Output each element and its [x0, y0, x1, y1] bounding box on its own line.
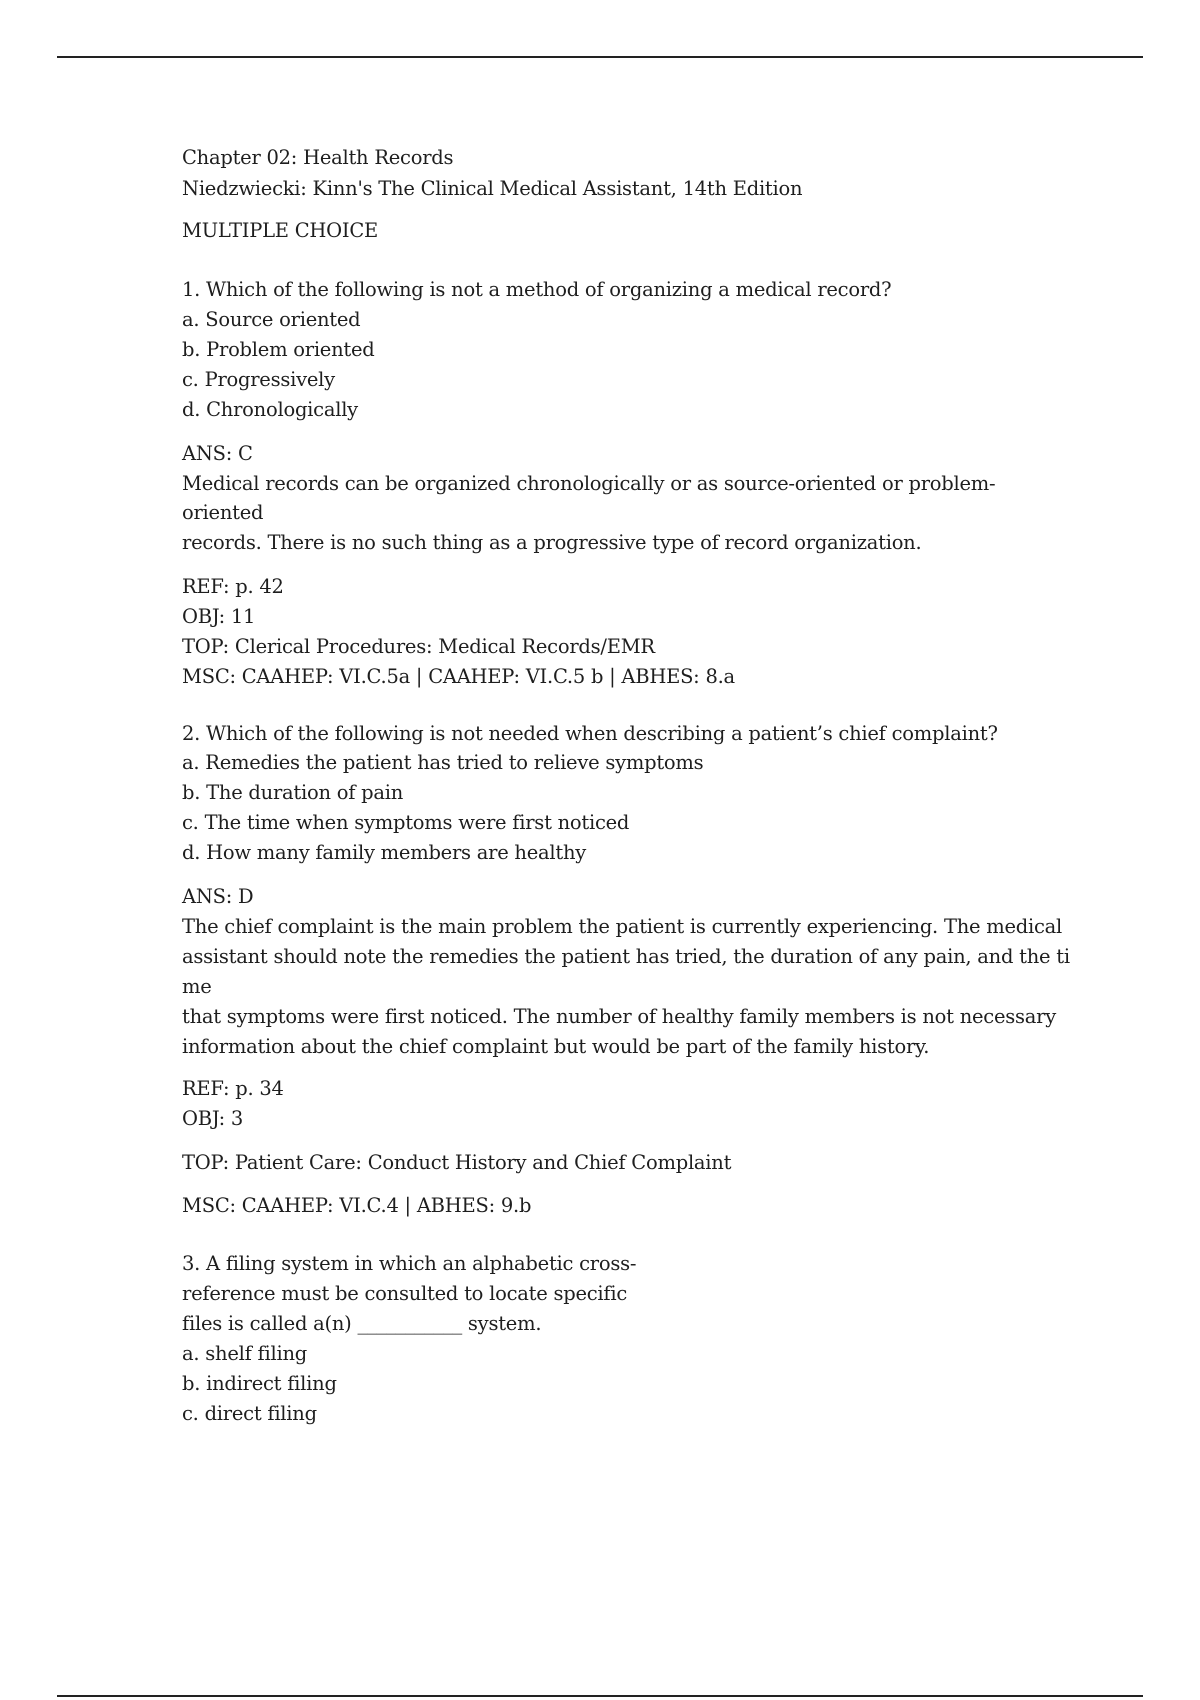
- question-1-rationale-line: records. There is no such thing as a progressive type of record organization.: [182, 531, 922, 554]
- question-2-rationale-line: information about the chief complaint but would be part of the family history.: [182, 1035, 930, 1058]
- question-2-rationale-line: that symptoms were first noticed. The number of healthy family members is not necessary: [182, 1005, 1056, 1028]
- question-3-option-c: c. direct filing: [182, 1402, 317, 1425]
- question-2-rationale-line: assistant should note the remedies the patient has tried, the duration of any pain, and the ti: [182, 945, 1070, 968]
- question-2-rationale-line: The chief complaint is the main problem the patient is currently experiencing. The medical: [182, 915, 1063, 938]
- top-rule: [57, 56, 1143, 58]
- question-2-obj: OBJ: 3: [182, 1107, 244, 1130]
- question-2-top: TOP: Patient Care: Conduct History and Chief Complaint: [182, 1151, 732, 1174]
- question-1-stem: 1. Which of the following is not a method of organizing a medical record?: [182, 278, 892, 301]
- question-3-stem-line: 3. A filing system in which an alphabetic cross-: [182, 1252, 637, 1275]
- question-3-stem-line: files is called a(n) ___________ system.: [182, 1312, 542, 1335]
- question-1-rationale-line: oriented: [182, 501, 264, 524]
- question-1-top: TOP: Clerical Procedures: Medical Records/EMR: [182, 635, 655, 658]
- question-1-ref: REF: p. 42: [182, 575, 284, 598]
- question-1-rationale-line: Medical records can be organized chronologically or as source-oriented or problem-: [182, 472, 996, 495]
- question-3-stem-line: reference must be consulted to locate specific: [182, 1282, 628, 1305]
- question-3-option-b: b. indirect filing: [182, 1372, 337, 1395]
- chapter-title: Chapter 02: Health Records: [182, 146, 454, 169]
- question-1-obj: OBJ: 11: [182, 605, 256, 628]
- question-2-rationale-line: me: [182, 975, 212, 998]
- question-2-option-d: d. How many family members are healthy: [182, 841, 587, 864]
- question-1-answer: ANS: C: [182, 442, 253, 465]
- question-2-msc: MSC: CAAHEP: VI.C.4 | ABHES: 9.b: [182, 1194, 532, 1217]
- section-heading: MULTIPLE CHOICE: [182, 219, 378, 242]
- question-2-stem: 2. Which of the following is not needed when describing a patient’s chief complaint?: [182, 722, 998, 745]
- question-1-option-d: d. Chronologically: [182, 398, 358, 421]
- question-2-ref: REF: p. 34: [182, 1077, 284, 1100]
- question-2-option-a: a. Remedies the patient has tried to relieve symptoms: [182, 751, 704, 774]
- question-1-option-b: b. Problem oriented: [182, 338, 375, 361]
- question-1-msc: MSC: CAAHEP: VI.C.5a | CAAHEP: VI.C.5 b | ABHES: 8.a: [182, 665, 735, 688]
- question-1-option-c: c. Progressively: [182, 368, 335, 391]
- question-2-answer: ANS: D: [182, 885, 254, 908]
- question-1-option-a: a. Source oriented: [182, 308, 361, 331]
- bottom-rule: [57, 1695, 1143, 1697]
- question-2-option-c: c. The time when symptoms were first noticed: [182, 811, 630, 834]
- question-3-option-a: a. shelf filing: [182, 1342, 307, 1365]
- question-2-option-b: b. The duration of pain: [182, 781, 404, 804]
- book-title: Niedzwiecki: Kinn's The Clinical Medical Assistant, 14th Edition: [182, 177, 803, 200]
